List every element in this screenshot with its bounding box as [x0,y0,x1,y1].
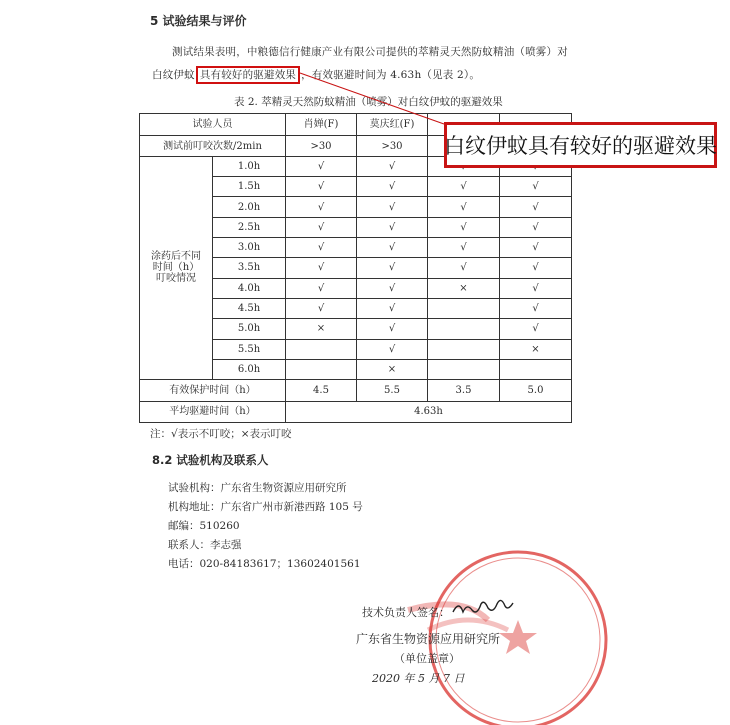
highlight-callout: 白纹伊蚊具有较好的驱避效果 [444,122,717,168]
table-cell: √ [500,258,572,278]
header-cell: 试验人员 [140,114,286,136]
table-cell: × [357,359,428,379]
time-cell: 4.0h [213,278,286,298]
table-cell: √ [286,217,357,237]
institution-address: 机构地址：广东省广州市新港西路 105 号 [168,501,363,513]
time-cell: 4.5h [213,298,286,318]
section-5-heading: 5 试验结果与评价 [150,14,247,28]
table-cell: √ [428,197,500,217]
tech-lead-signature-label: 技术负责人签名： [362,606,450,619]
table-cell: √ [500,278,572,298]
time-cell: 2.5h [213,217,286,237]
table-cell: √ [357,278,428,298]
table-cell: √ [428,177,500,197]
table-cell: √ [357,197,428,217]
table-cell: 3.5 [428,380,500,401]
table-note: 注：√表示不叮咬；×表示叮咬 [150,428,292,440]
table-cell: 4.5 [286,380,357,401]
table-cell: √ [357,238,428,258]
table-cell: >30 [286,136,357,156]
section-8-2-heading: 8.2 试验机构及联系人 [152,453,269,467]
seal-note: （单位盖章） [394,652,460,665]
table-cell: × [500,339,572,359]
time-cell: 5.5h [213,339,286,359]
time-cell: 5.0h [213,319,286,339]
highlighted-phrase: 具有较好的驱避效果 [196,66,300,84]
time-cell: 1.0h [213,156,286,176]
table-cell: √ [286,238,357,258]
table-cell: √ [357,258,428,278]
table-cell: √ [500,217,572,237]
table-cell: √ [357,319,428,339]
table-cell: × [286,319,357,339]
result-paragraph-line1: 测试结果表明，中粮德信行健康产业有限公司提供的萃精灵天然防蚊精油（喷雾）对 [172,46,568,58]
institution-phone: 电话：020-84183617；13602401561 [168,558,361,570]
signing-date: 2020 年 5 月 7 日 [372,672,465,685]
group-label: 涂药后不同时间（h）叮咬情况 [140,156,213,380]
table-cell: 5.5 [357,380,428,401]
time-cell: 1.5h [213,177,286,197]
table-cell: √ [428,217,500,237]
time-cell: 3.0h [213,238,286,258]
time-cell: 6.0h [213,359,286,379]
table-cell: √ [500,177,572,197]
table-cell: 5.0 [500,380,572,401]
table-cell: √ [357,156,428,176]
table-cell: √ [428,238,500,258]
row-label: 有效保护时间（h） [140,380,286,401]
table-cell: √ [500,197,572,217]
official-seal [368,525,608,725]
table-cell: √ [357,298,428,318]
time-cell: 2.0h [213,197,286,217]
paragraph-subject: 白纹伊蚊 [152,69,195,81]
time-cell: 3.5h [213,258,286,278]
table-cell: √ [500,238,572,258]
table-cell: × [428,278,500,298]
row-label: 测试前叮咬次数/2min [140,136,286,156]
callout-line [300,73,444,124]
table-cell: √ [286,278,357,298]
table-cell: √ [286,258,357,278]
table-cell: √ [286,156,357,176]
institution-contact: 联系人：李志强 [168,539,242,551]
table-cell: >30 [357,136,428,156]
institution-postcode: 邮编：510260 [168,520,240,532]
signing-organization: 广东省生物资源应用研究所 [356,632,501,646]
table-cell: √ [286,177,357,197]
table-cell: √ [500,298,572,318]
average-value: 4.63h [286,401,572,422]
table-cell: √ [357,217,428,237]
institution-name: 试验机构：广东省生物资源应用研究所 [168,482,347,494]
table-caption: 表 2. 萃精灵天然防蚊精油（喷雾）对白纹伊蚊的驱避效果 [234,96,503,108]
table-cell: √ [286,298,357,318]
table-cell: √ [286,197,357,217]
paragraph-tail: ，有效驱避时间为 4.63h（见表 2）。 [301,69,481,81]
header-cell: 莫庆红(F) [357,114,428,136]
handwritten-signature [450,598,522,618]
table-cell: √ [428,258,500,278]
row-label: 平均驱避时间（h） [140,401,286,422]
table-cell: √ [357,177,428,197]
table-cell: √ [500,319,572,339]
table-cell: √ [357,339,428,359]
header-cell: 肖婵(F) [286,114,357,136]
